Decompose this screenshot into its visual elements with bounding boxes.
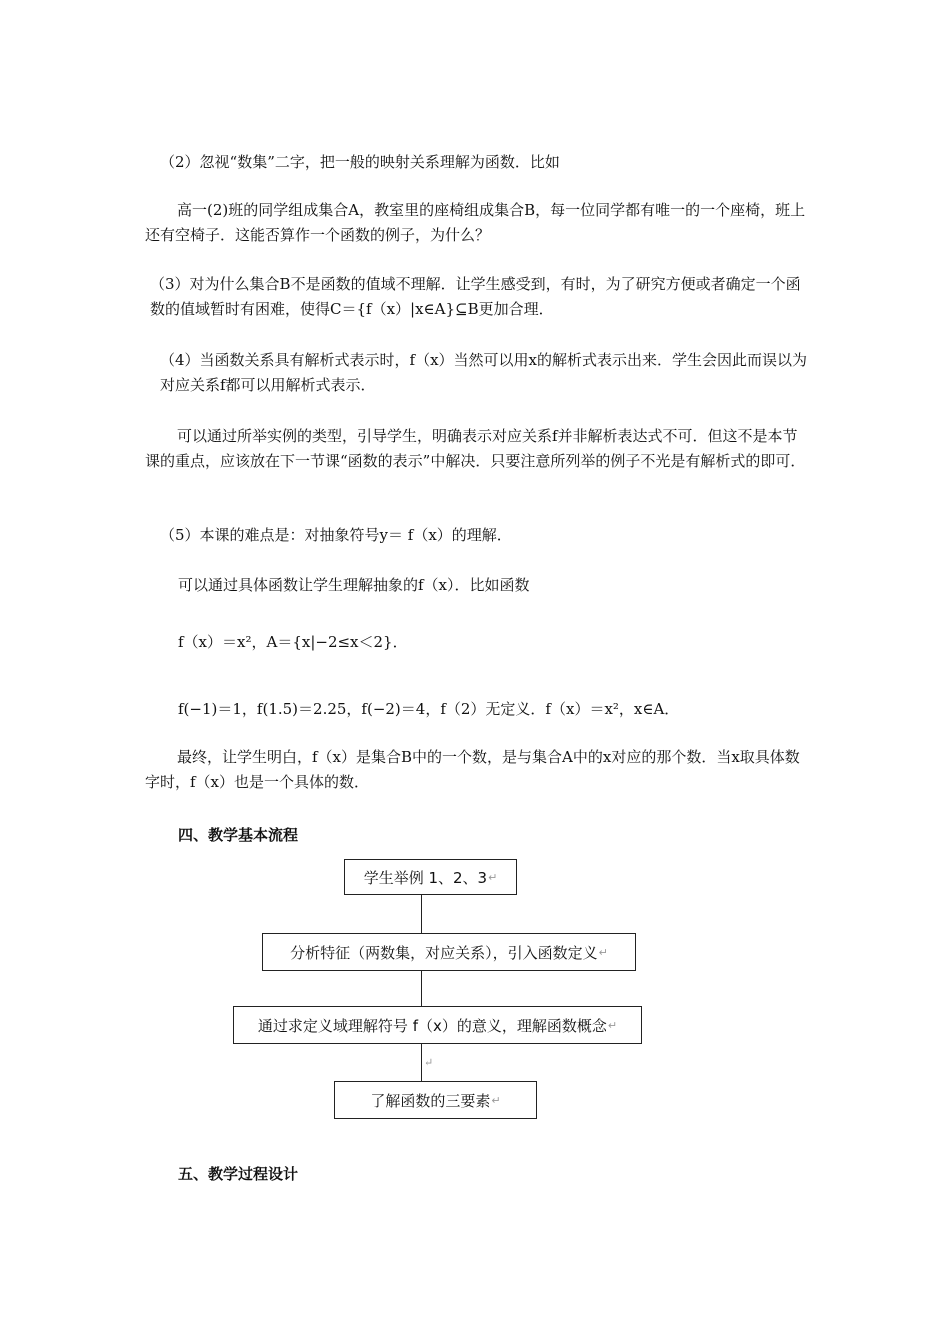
flow-connector (421, 1044, 422, 1081)
return-mark-icon: ↵ (607, 1018, 618, 1032)
flow-step-2-label: 分析特征（两数集，对应关系），引入函数定义 (290, 943, 598, 962)
flow-box-domain-symbol (233, 1006, 642, 1044)
paragraph-analytic-expression: （4）当函数关系具有解析式表示时，f（x）当然可以用x的解析式表示出来．学生会因此而误以为对应关系f都可以用解析式表示． (160, 351, 808, 394)
flow-step-1-label: 学生举例 1、2、3 (363, 868, 488, 887)
formula-values: f(−1)＝1，f(1.5)＝2.25，f(−2)＝4，f（2）无定义．f（x）＝x²，x∈A． (178, 700, 680, 718)
return-mark-icon: ↵ (488, 870, 498, 884)
return-mark-icon: ↵ (598, 945, 608, 959)
paragraph-range-misunderstanding: （3）对为什么集合B不是函数的值域不理解．让学生感受到，有时，为了研究方便或者确定一个函数的值域暂时有困难，使得C＝{f（x）|x∈A}⊆B更加合理． (150, 275, 801, 318)
return-mark-icon: ↵ (491, 1093, 501, 1107)
flow-box-three-elements (334, 1081, 537, 1119)
return-mark-icon: ↵ (424, 1056, 434, 1069)
flow-connector (421, 895, 422, 933)
flow-connector (421, 971, 422, 1006)
paragraph-class-example: 高一(2)班的同学组成集合A，教室里的座椅组成集合B，每一位同学都有唯一的一个座椅，班上还有空椅子．这能否算作一个函数的例子，为什么？ (145, 201, 806, 244)
paragraph-neglect-number-set: （2）忽视“数集”二字，把一般的映射关系理解为函数．比如 (160, 153, 560, 171)
formula-definition: f（x）＝x²，A＝{x|−2≤x＜2}． (178, 633, 408, 651)
flow-step-3-label: 通过求定义域理解符号 f（x）的意义，理解函数概念 (257, 1016, 607, 1035)
paragraph-difficulty: （5）本课的难点是：对抽象符号y＝ f（x）的理解． (160, 526, 512, 544)
paragraph-guidance: 可以通过所举实例的类型，引导学生，明确表示对应关系f并非解析表达式不可．但这不是本节课的重点，应该放在下一节课“函数的表示”中解决．只要注意所列举的例子不光是有解析式的即可． (145, 427, 806, 470)
flow-box-analyze-features (262, 933, 636, 971)
paragraph-conclusion: 最终，让学生明白，f（x）是集合B中的一个数，是与集合A中的x对应的那个数．当x取具体数字时，f（x）也是一个具体的数． (145, 748, 800, 791)
paragraph-concrete-function: 可以通过具体函数让学生理解抽象的f（x）．比如函数 (178, 576, 530, 594)
section-heading-process: 五、教学过程设计 (178, 1165, 299, 1183)
flow-box-student-examples (344, 859, 517, 895)
section-heading-flow: 四、教学基本流程 (178, 826, 299, 844)
flow-step-4-label: 了解函数的三要素 (370, 1091, 491, 1110)
